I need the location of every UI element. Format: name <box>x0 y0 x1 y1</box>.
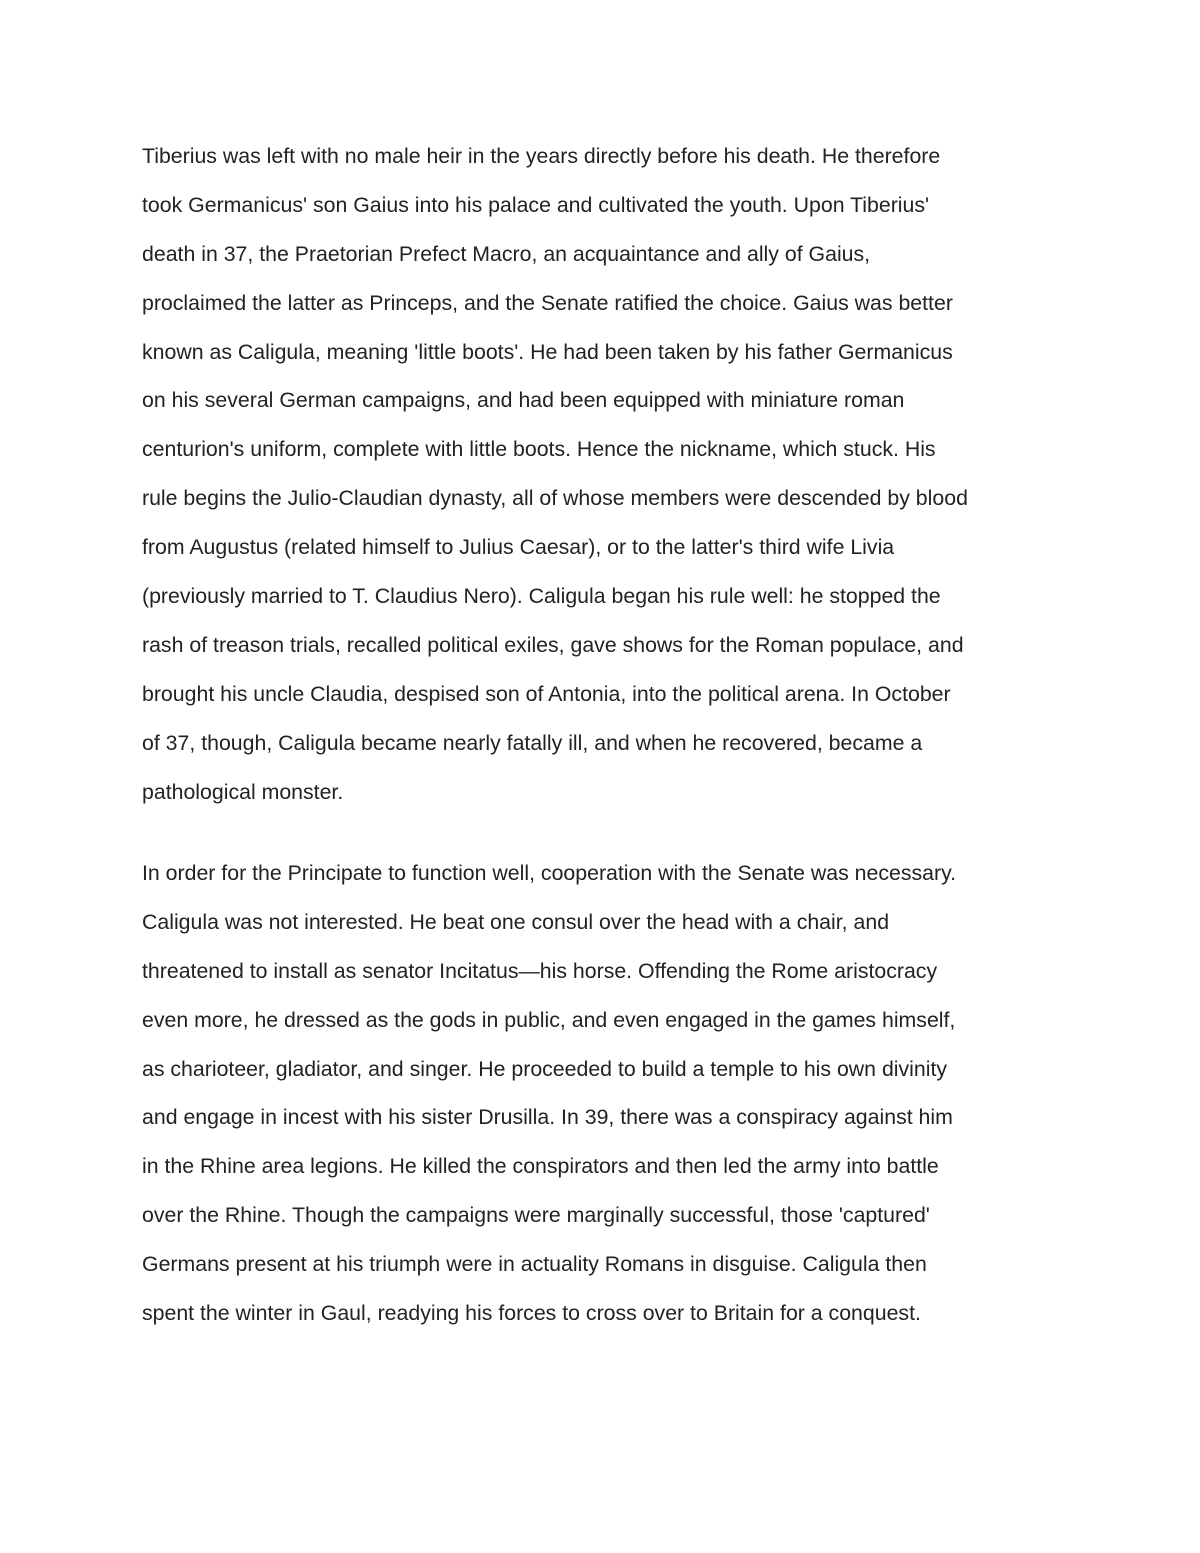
text-line: proclaimed the latter as Princeps, and the Senate ratified the choice. Gaius was better <box>142 290 953 315</box>
text-line: spent the winter in Gaul, readying his forces to cross over to Britain for a conquest. <box>142 1301 921 1326</box>
text-line: Caligula was not interested. He beat one consul over the head with a chair, and <box>142 909 890 934</box>
paragraph-1 <box>142 132 1062 816</box>
text-line: as charioteer, gladiator, and singer. He proceeded to build a temple to his own divinity <box>142 1056 948 1081</box>
text-line: known as Caligula, meaning 'little boots'. He had been taken by his father Germanicus <box>142 339 953 364</box>
text-line: Germans present at his triumph were in actuality Romans in disguise. Caligula then <box>142 1252 927 1277</box>
text-line: (previously married to T. Claudius Nero). Caligula began his rule well: he stopped the <box>142 584 941 609</box>
text-line: pathological monster. <box>142 779 344 804</box>
text-line: from Augustus (related himself to Julius Caesar), or to the latter's third wife Livia <box>142 535 895 560</box>
text-line: Tiberius was left with no male heir in the years directly before his death. He therefore <box>142 144 941 168</box>
text-line: in the Rhine area legions. He killed the conspirators and then led the army into battle <box>142 1154 939 1179</box>
text-line: even more, he dressed as the gods in public, and even engaged in the games himself, <box>142 1007 956 1032</box>
paragraph-2 <box>142 849 1062 1338</box>
text-line: rule begins the Julio-Claudian dynasty, all of whose members were descended by blood <box>142 486 968 511</box>
text-line: In order for the Principate to function well, cooperation with the Senate was necessary. <box>142 861 957 885</box>
text-line: centurion's uniform, complete with little boots. Hence the nickname, which stuck. His <box>142 437 936 462</box>
text-line: brought his uncle Claudia, despised son of Antonia, into the political arena. In October <box>142 681 951 706</box>
text-line: of 37, though, Caligula became nearly fatally ill, and when he recovered, became a <box>142 730 923 755</box>
text-line: and engage in incest with his sister Drusilla. In 39, there was a conspiracy against him <box>142 1105 953 1130</box>
text-line: death in 37, the Praetorian Prefect Macro, an acquaintance and ally of Gaius, <box>142 241 871 266</box>
text-line: on his several German campaigns, and had been equipped with miniature roman <box>142 388 905 413</box>
text-line: rash of treason trials, recalled political exiles, gave shows for the Roman populace, and <box>142 632 964 657</box>
text-line: over the Rhine. Though the campaigns were marginally successful, those 'captured' <box>142 1203 930 1228</box>
text-line: took Germanicus' son Gaius into his palace and cultivated the youth. Upon Tiberius' <box>142 192 930 217</box>
text-line: threatened to install as senator Incitatus—his horse. Offending the Rome aristocracy <box>142 958 938 983</box>
